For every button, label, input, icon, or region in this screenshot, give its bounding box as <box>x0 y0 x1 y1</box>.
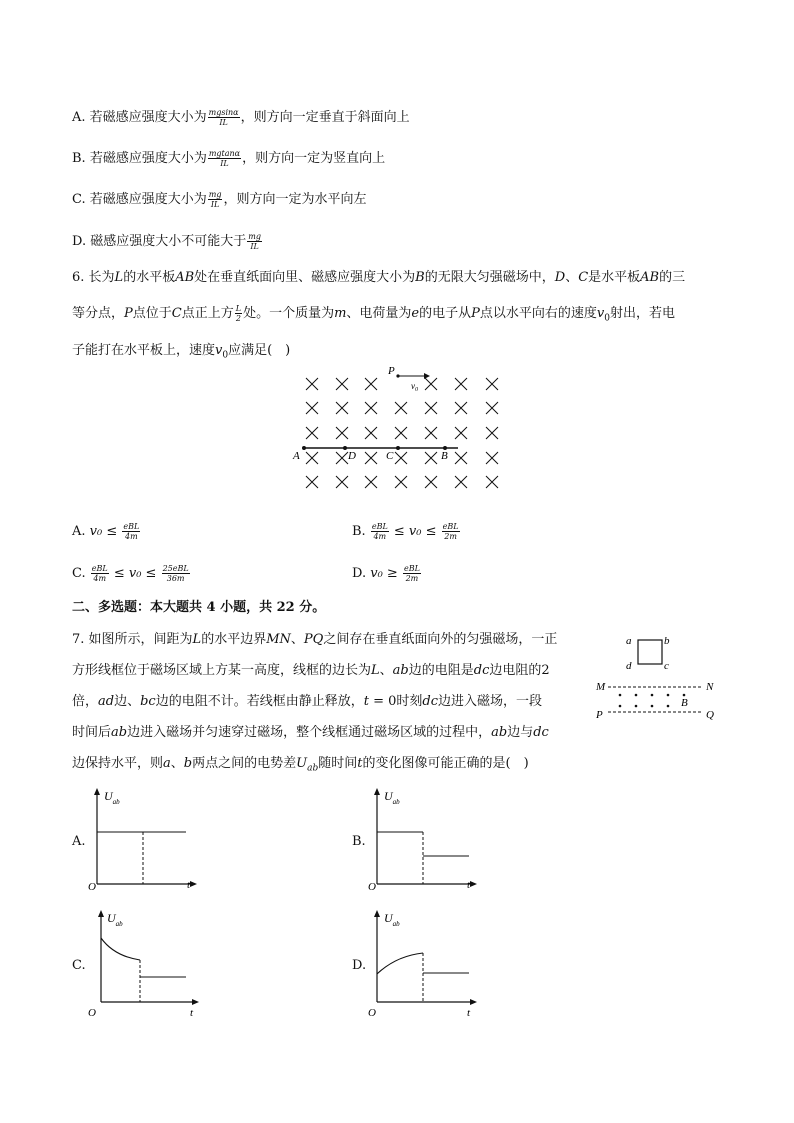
var: b <box>183 756 193 771</box>
subscript: 0 <box>222 350 229 361</box>
text: 7. 如图所示，间距为 <box>72 632 193 647</box>
dot <box>683 694 686 697</box>
q7-line-5 <box>72 754 529 779</box>
q5-option-c <box>72 190 366 210</box>
v: v <box>411 381 415 391</box>
frac-num: eBL <box>371 522 388 531</box>
text: 的水平边界 <box>201 632 267 647</box>
y-label <box>384 789 400 806</box>
dot <box>635 694 638 697</box>
fraction <box>235 304 242 323</box>
var: ad <box>98 694 115 709</box>
graph-a-label: A. <box>72 834 86 849</box>
text: 边电阻的2 <box>489 663 550 678</box>
frac-num: mgtanα <box>208 149 241 158</box>
label-b-field: B <box>681 697 688 709</box>
text: 6. 长为 <box>72 270 115 285</box>
q5-b-text-2: ，则方向一定为竖直向上 <box>242 151 386 166</box>
text: 处。一个质量为 <box>243 306 335 321</box>
text: 的三 <box>659 270 686 285</box>
var: v <box>596 306 605 321</box>
origin-label: O <box>368 1007 376 1019</box>
field-cross-icon <box>365 427 377 439</box>
frac-num: mg <box>208 190 222 199</box>
var: v <box>215 343 223 358</box>
var: AB <box>640 270 660 285</box>
text: 点以水平向右的速度 <box>479 306 597 321</box>
field-crosses <box>306 378 498 488</box>
field-cross-icon <box>336 378 348 390</box>
frac-num: mg <box>248 232 261 241</box>
graph-d <box>366 908 486 1020</box>
u: U <box>104 789 113 803</box>
y-label <box>104 789 120 806</box>
field-cross-icon <box>425 427 437 439</box>
label-b: b <box>664 635 670 647</box>
field-cross-icon <box>425 378 437 390</box>
subscript: ab <box>307 763 319 774</box>
text: 的电子从 <box>419 306 472 321</box>
frac-den: 36m <box>166 574 185 583</box>
field-cross-icon <box>395 476 407 488</box>
graph-b <box>366 784 486 894</box>
label-c: C <box>386 450 394 462</box>
label: D. <box>352 566 367 581</box>
label-a: a <box>626 635 632 647</box>
field-cross-icon <box>306 452 318 464</box>
text: 、 <box>565 270 579 285</box>
q5-a-text: A. 若磁感应强度大小为 <box>72 110 207 125</box>
field-cross-icon <box>365 452 377 464</box>
label-n: N <box>706 681 714 693</box>
field-cross-icon <box>455 452 467 464</box>
origin-label: O <box>88 1007 96 1019</box>
var: B <box>415 270 425 285</box>
text: 边的电阻不计。若线框由静止释放， <box>155 694 364 709</box>
origin-label: O <box>88 881 96 893</box>
frac-den: 2m <box>444 532 457 541</box>
x-label: t <box>467 1007 471 1019</box>
expr: ≤ v₀ ≤ <box>389 524 441 539</box>
text: 边与 <box>507 725 534 740</box>
frac-den: IL <box>219 118 228 127</box>
label: B. <box>352 524 366 539</box>
subscript: 0 <box>604 313 610 324</box>
text: 是水平板 <box>588 270 641 285</box>
label-p: P <box>388 365 395 377</box>
frac-den: IL <box>210 200 220 209</box>
arrowhead-icon <box>94 788 100 795</box>
arrowhead-icon <box>374 910 380 917</box>
field-cross-icon <box>336 402 348 414</box>
q6-magnetic-field-figure <box>290 362 515 497</box>
q5-option-a <box>72 108 410 128</box>
u: U <box>384 789 393 803</box>
text: 等分点， <box>72 306 125 321</box>
text: 方形线框位于磁场区域上方某一高度，线框的边长为 <box>72 663 372 678</box>
dot <box>619 705 622 708</box>
label-p: P <box>596 709 603 721</box>
frac-den: 2 <box>235 314 241 323</box>
field-cross-icon <box>395 402 407 414</box>
var: e <box>411 306 420 321</box>
q5-d-text: D. 磁感应强度大小不可能大于 <box>72 234 247 249</box>
origin-label: O <box>368 881 376 893</box>
frac-num: eBL <box>123 522 140 531</box>
label-a: A <box>293 450 300 462</box>
var: dc <box>422 694 439 709</box>
frac-den: 4m <box>93 574 107 583</box>
arrowhead-icon <box>192 999 199 1005</box>
x-label: t <box>190 1007 194 1019</box>
y-label <box>384 911 400 928</box>
text: 射出，若电 <box>610 306 676 321</box>
q6-line-1 <box>72 268 685 288</box>
label-d: D <box>348 450 356 462</box>
text: 的无限大匀强磁场中， <box>424 270 555 285</box>
q5-option-d <box>72 232 263 252</box>
graph-d-label: D. <box>352 958 367 973</box>
var: AB <box>175 270 195 285</box>
field-cross-icon <box>486 402 498 414</box>
frac-num: mgsinα <box>208 108 239 117</box>
q5-option-b <box>72 149 385 169</box>
field-cross-icon <box>336 452 348 464</box>
point-a <box>302 446 306 450</box>
var: a <box>163 756 171 771</box>
expr: ≤ v₀ ≤ <box>109 566 161 581</box>
field-cross-icon <box>306 476 318 488</box>
text: 随时间 <box>318 756 358 771</box>
text: 处在垂直纸面向里、磁感应强度大小为 <box>194 270 416 285</box>
sub: 0 <box>415 387 418 393</box>
text: 点正上方 <box>181 306 234 321</box>
field-dots <box>619 694 686 708</box>
arrowhead-icon <box>424 373 430 379</box>
var: L <box>192 632 202 647</box>
expr: v₀ ≥ <box>370 566 402 581</box>
arrowhead-icon <box>98 910 104 917</box>
frac-num: eBL <box>403 564 420 573</box>
q6-line-2 <box>72 304 675 329</box>
x-label: t <box>187 879 191 891</box>
dot <box>651 705 654 708</box>
frac-den: 4m <box>125 532 138 541</box>
field-cross-icon <box>365 476 377 488</box>
text: 、 <box>290 632 304 647</box>
var: P <box>471 306 480 321</box>
sub: ab <box>115 920 123 928</box>
field-cross-icon <box>365 402 377 414</box>
text: 边、 <box>114 694 141 709</box>
u: U <box>384 911 393 925</box>
frac-den: IL <box>250 242 259 251</box>
field-cross-icon <box>395 427 407 439</box>
fraction <box>208 149 241 168</box>
field-cross-icon <box>306 427 318 439</box>
label-v0 <box>411 381 418 393</box>
q5-b-text: B. 若磁感应强度大小为 <box>72 151 207 166</box>
field-cross-icon <box>486 378 498 390</box>
expr: v₀ ≤ <box>89 524 122 539</box>
fraction <box>247 232 262 251</box>
label: A. <box>72 524 86 539</box>
label: C. <box>72 566 86 581</box>
frac-den: 4m <box>373 532 387 541</box>
q6-option-c <box>72 564 191 584</box>
q5-c-text-2: ，则方向一定为水平向左 <box>223 192 367 207</box>
sub: ab <box>392 798 400 806</box>
var: L <box>371 663 380 678</box>
fraction <box>162 564 190 583</box>
q6-option-d <box>352 564 422 584</box>
square-loop <box>638 640 662 664</box>
var: MN <box>266 632 291 647</box>
point-c <box>396 446 400 450</box>
label-q: Q <box>706 709 714 721</box>
text: 倍， <box>72 694 99 709</box>
field-cross-icon <box>455 427 467 439</box>
var: U <box>296 756 308 771</box>
var: ab <box>491 725 508 740</box>
q6-option-a <box>72 522 141 542</box>
q5-c-text: C. 若磁感应强度大小为 <box>72 192 207 207</box>
var: D <box>554 270 566 285</box>
text: 、电荷量为 <box>346 306 412 321</box>
field-cross-icon <box>425 452 437 464</box>
var: C <box>578 270 589 285</box>
text: 之间存在垂直纸面向外的匀强磁场，一正 <box>323 632 558 647</box>
field-cross-icon <box>486 427 498 439</box>
fraction <box>403 564 421 583</box>
var: ab <box>392 663 409 678</box>
field-cross-icon <box>486 476 498 488</box>
fraction <box>208 108 240 127</box>
fraction <box>122 522 140 541</box>
var: t <box>357 756 363 771</box>
graph-b-label: B. <box>352 834 366 849</box>
text: 应满足( ) <box>228 343 291 358</box>
text: 、 <box>379 663 393 678</box>
var: dc <box>473 663 490 678</box>
text: 边保持水平，则 <box>72 756 164 771</box>
label-b: B <box>441 450 448 462</box>
field-cross-icon <box>306 378 318 390</box>
field-cross-icon <box>336 427 348 439</box>
text: 边进入磁场并匀速穿过磁场，整个线框通过磁场区域的过程中， <box>127 725 492 740</box>
curve <box>101 938 140 960</box>
y-label <box>107 911 123 928</box>
var: C <box>171 306 182 321</box>
text: 时间后 <box>72 725 112 740</box>
q7-loop-figure <box>592 628 727 724</box>
arrowhead-icon <box>470 881 477 887</box>
q5-a-text-2: ，则方向一定垂直于斜面向上 <box>240 110 410 125</box>
var: t <box>363 694 369 709</box>
label-d: d <box>626 660 632 672</box>
field-cross-icon <box>365 378 377 390</box>
q7-line-1 <box>72 630 557 650</box>
frac-num: eBL <box>442 522 459 531</box>
dot <box>651 694 654 697</box>
var: m <box>334 306 347 321</box>
q7-line-2 <box>72 661 550 681</box>
text: 边的电阻是 <box>408 663 474 678</box>
curve <box>377 953 423 974</box>
graph-a <box>86 784 206 894</box>
fraction <box>442 522 460 541</box>
text: = 0时刻 <box>368 694 423 709</box>
dot <box>667 705 670 708</box>
var: ab <box>111 725 128 740</box>
field-cross-icon <box>306 402 318 414</box>
fraction <box>208 190 223 209</box>
var: PQ <box>303 632 324 647</box>
frac-den: IL <box>220 159 229 168</box>
text: 的变化图像可能正确的是( ) <box>362 756 529 771</box>
u: U <box>107 911 116 925</box>
text: 两点之间的电势差 <box>192 756 297 771</box>
frac-num: 25eBL <box>162 564 189 573</box>
section-title: 二、多选题：本大题共 4 小题，共 22 分。 <box>72 600 326 615</box>
field-cross-icon <box>455 476 467 488</box>
sub: ab <box>112 798 120 806</box>
text: 、 <box>170 756 184 771</box>
x-label: t <box>467 879 471 891</box>
dot <box>619 694 622 697</box>
q6-option-b <box>352 522 461 542</box>
graph-c <box>86 908 206 1020</box>
field-cross-icon <box>486 452 498 464</box>
field-cross-icon <box>425 476 437 488</box>
graph-c-label: C. <box>72 958 86 973</box>
field-cross-icon <box>455 378 467 390</box>
fraction <box>91 564 109 583</box>
frac-num: eBL <box>91 564 108 573</box>
dot <box>667 694 670 697</box>
dot <box>635 705 638 708</box>
frac-num: L <box>235 304 242 313</box>
text: 边进入磁场，一段 <box>438 694 543 709</box>
point-d <box>343 446 347 450</box>
field-cross-icon <box>336 476 348 488</box>
var: L <box>114 270 124 285</box>
field-cross-icon <box>455 402 467 414</box>
var: P <box>124 306 133 321</box>
fraction <box>371 522 389 541</box>
arrowhead-icon <box>190 881 197 887</box>
arrowhead-icon <box>374 788 380 795</box>
q6-line-3 <box>72 341 290 366</box>
var: dc <box>533 725 549 740</box>
var: bc <box>140 694 156 709</box>
field-cross-icon <box>395 452 407 464</box>
text: 的水平板 <box>123 270 176 285</box>
text: 点位于 <box>132 306 172 321</box>
frac-den: 2m <box>405 574 419 583</box>
q7-line-3 <box>72 692 542 712</box>
label-c: c <box>664 660 669 672</box>
label-m: M <box>596 681 606 693</box>
sub: ab <box>392 920 400 928</box>
field-cross-icon <box>425 402 437 414</box>
q7-line-4 <box>72 723 549 743</box>
text: 子能打在水平板上，速度 <box>72 343 216 358</box>
arrowhead-icon <box>470 999 477 1005</box>
